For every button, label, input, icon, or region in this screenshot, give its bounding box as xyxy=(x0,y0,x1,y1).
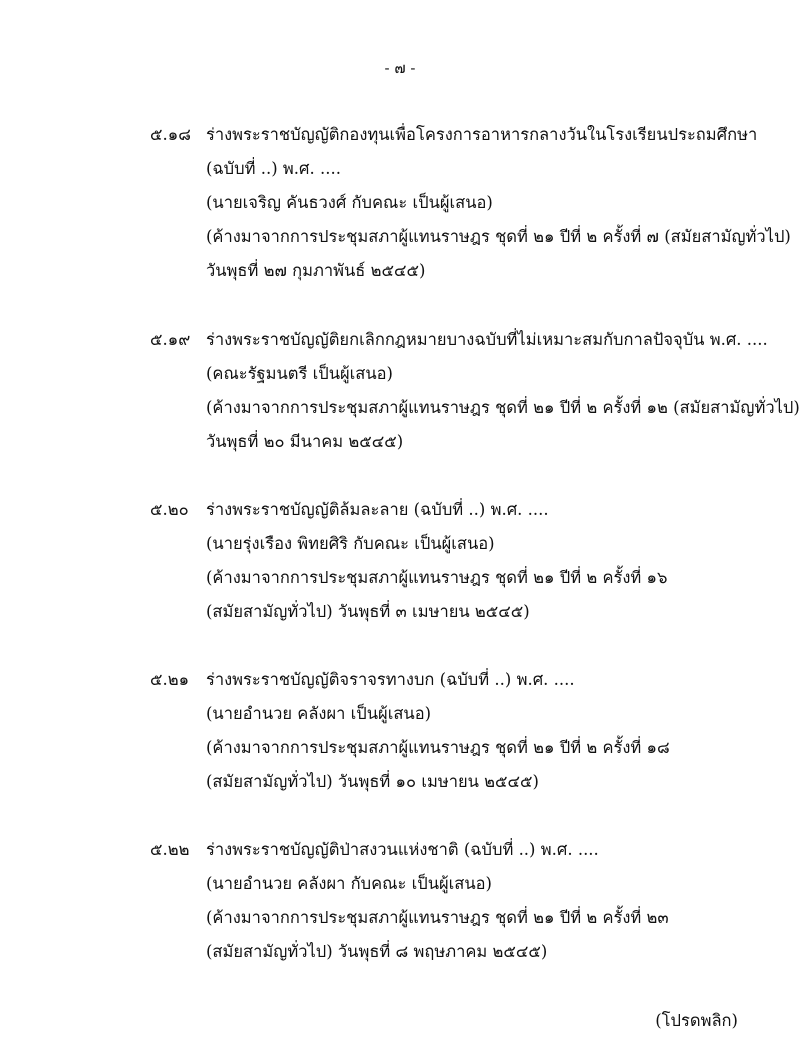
bill-proposer: (นายเจริญ คันธวงศ์ กับคณะ เป็นผู้เสนอ) xyxy=(206,193,493,212)
agenda-item-number: ๕.๒๐ xyxy=(150,500,189,519)
agenda-item-number: ๕.๒๑ xyxy=(150,670,190,689)
bill-pending-date: (สมัยสามัญทั่วไป) วันพุธที่ ๑๐ เมษายน ๒๕๔๕) xyxy=(206,772,539,791)
agenda-item-title-line xyxy=(150,118,780,152)
bill-proposer: (คณะรัฐมนตรี เป็นผู้เสนอ) xyxy=(206,364,393,383)
agenda-item-title-line xyxy=(150,323,780,357)
please-turn-over-note: (โปรดพลิก) xyxy=(655,1011,738,1030)
bill-pending-note: (ค้างมาจากการประชุมสภาผู้แทนราษฎร ชุดที่ ๒๑ ปีที่ ๒ ครั้งที่ ๒๓ xyxy=(206,908,669,927)
bill-proposer: (นายรุ่งเรือง พิทยศิริ กับคณะ เป็นผู้เสนอ) xyxy=(206,534,495,553)
agenda-item-number: ๕.๒๒ xyxy=(150,840,190,859)
agenda-item xyxy=(150,663,780,799)
bill-title: ร่างพระราชบัญญัติป่าสงวนแห่งชาติ (ฉบับที่ ..) พ.ศ. .... xyxy=(206,840,599,859)
bill-title: ร่างพระราชบัญญัติล้มละลาย (ฉบับที่ ..) พ.ศ. .... xyxy=(206,500,549,519)
agenda-item-title-line xyxy=(150,833,780,867)
agenda-item xyxy=(150,323,800,459)
bill-pending-date: วันพุธที่ ๒๗ กุมภาพันธ์ ๒๕๔๕) xyxy=(206,261,426,280)
bill-pending-note: (ค้างมาจากการประชุมสภาผู้แทนราษฎร ชุดที่ ๒๑ ปีที่ ๒ ครั้งที่ ๑๘ xyxy=(206,738,670,757)
bill-pending-date: วันพุธที่ ๒๐ มีนาคม ๒๕๔๕) xyxy=(206,432,404,451)
agenda-item-title-line xyxy=(150,493,780,527)
bill-pending-note: (ค้างมาจากการประชุมสภาผู้แทนราษฎร ชุดที่ ๒๑ ปีที่ ๒ ครั้งที่ ๗ (สมัยสามัญทั่วไป) xyxy=(206,227,791,246)
bill-pending-date: (สมัยสามัญทั่วไป) วันพุธที่ ๘ พฤษภาคม ๒๕๔๕) xyxy=(206,942,548,961)
page-number: - ๗ - xyxy=(384,59,416,77)
bill-proposer: (นายอำนวย คลังผา เป็นผู้เสนอ) xyxy=(206,704,432,723)
bill-title-continued: (ฉบับที่ ..) พ.ศ. .... xyxy=(206,159,341,178)
bill-title: ร่างพระราชบัญญัติยกเลิกกฎหมายบางฉบับที่ไม่เหมาะสมกับกาลปัจจุบัน พ.ศ. .... xyxy=(206,330,768,349)
bill-proposer: (นายอำนวย คลังผา กับคณะ เป็นผู้เสนอ) xyxy=(206,874,492,893)
bill-title: ร่างพระราชบัญญัติจราจรทางบก (ฉบับที่ ..) พ.ศ. .... xyxy=(206,670,575,689)
agenda-item-number: ๕.๑๘ xyxy=(150,125,191,144)
bill-pending-date: (สมัยสามัญทั่วไป) วันพุธที่ ๓ เมษายน ๒๕๔๕) xyxy=(206,602,530,621)
agenda-item-number: ๕.๑๙ xyxy=(150,330,191,349)
agenda-item xyxy=(150,493,780,629)
bill-pending-note: (ค้างมาจากการประชุมสภาผู้แทนราษฎร ชุดที่ ๒๑ ปีที่ ๒ ครั้งที่ ๑๖ xyxy=(206,568,668,587)
agenda-item xyxy=(150,118,791,288)
agenda-item xyxy=(150,833,780,969)
agenda-item-title-line xyxy=(150,663,780,697)
bill-title: ร่างพระราชบัญญัติกองทุนเพื่อโครงการอาหารกลางวันในโรงเรียนประถมศึกษา xyxy=(206,125,758,144)
bill-pending-note: (ค้างมาจากการประชุมสภาผู้แทนราษฎร ชุดที่ ๒๑ ปีที่ ๒ ครั้งที่ ๑๒ (สมัยสามัญทั่วไป) xyxy=(206,398,800,417)
